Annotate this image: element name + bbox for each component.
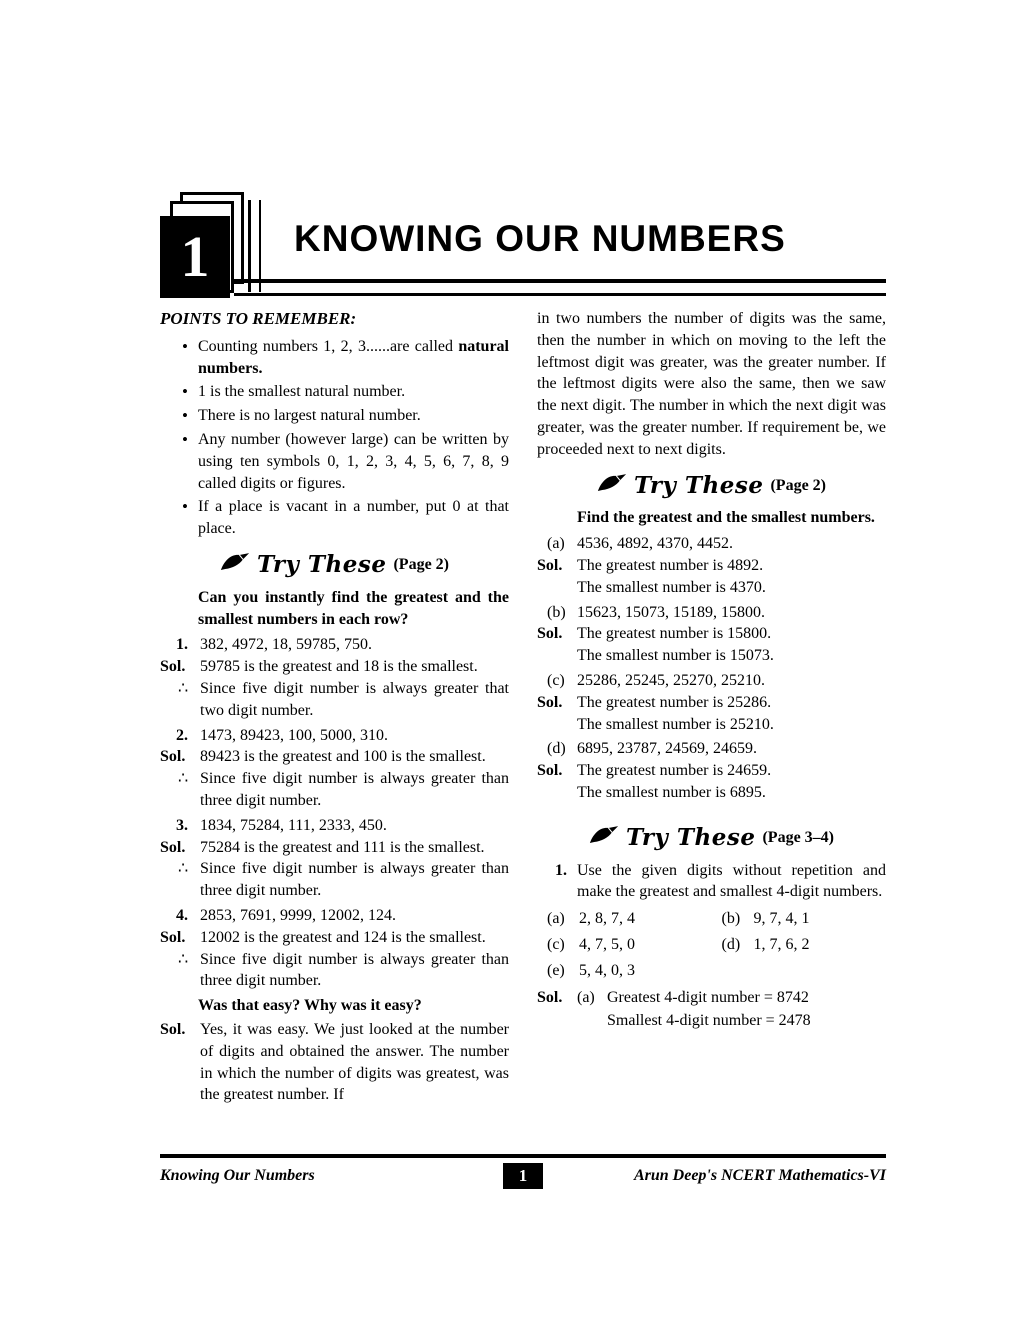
question-number: 4. (176, 906, 188, 924)
try-these-page-ref: (Page 2) (393, 556, 449, 574)
question-text: 4536, 4892, 4370, 4452. (577, 535, 733, 553)
bullet-text-plain: If a place is vacant in a number, put 0 at that place. (198, 498, 509, 538)
bullet-marker: • (182, 406, 188, 426)
question-text: Use the given digits without repetition and make the greatest and smallest 4-digit numbers. (577, 861, 886, 901)
question-letter: (c) (547, 671, 565, 689)
question-text: 382, 4972, 18, 59785, 750. (200, 636, 372, 654)
note-row (160, 858, 509, 902)
exercise-question-row (537, 860, 886, 904)
option-label: (e) (547, 961, 565, 979)
bullet-item (160, 381, 509, 403)
solution-row (537, 760, 886, 782)
therefore-note: Since five digit number is always greater that two digit number. (200, 679, 509, 719)
bullet-text-plain: Counting numbers 1, 2, 3......are called (198, 337, 459, 355)
try-these-page-ref: (Page 3–4) (762, 829, 834, 847)
solution-row (160, 746, 509, 768)
question-number: 3. (176, 816, 188, 834)
option-item (537, 960, 712, 982)
solution-text-2: The smallest number is 25210. (577, 715, 774, 733)
question-row (537, 533, 886, 555)
option-digits: 1, 7, 6, 2 (753, 935, 810, 953)
bullet-item (160, 496, 509, 540)
left-column (160, 308, 509, 1156)
option-label: (d) (721, 935, 741, 953)
option-label: (c) (547, 935, 565, 953)
solution-label: Sol. (160, 1020, 186, 1038)
solution-text: 89423 is the greatest and 100 is the smallest. (200, 748, 486, 766)
solution-row (537, 555, 886, 577)
option-item (537, 908, 712, 930)
question-text: 15623, 15073, 15189, 15800. (577, 603, 765, 621)
option-digits: 2, 8, 7, 4 (579, 910, 635, 928)
solution-label: Sol. (537, 693, 563, 711)
therefore-note: Since five digit number is always greater than three digit number. (200, 770, 509, 809)
question-number: 1. (555, 861, 567, 879)
qa-item (537, 738, 886, 803)
question-letter: (b) (547, 603, 566, 621)
question-text: 25286, 25245, 25270, 25210. (577, 671, 765, 689)
question-row (537, 738, 886, 760)
solution-label: Sol. (537, 625, 563, 643)
options-row (537, 908, 886, 930)
question-row (160, 634, 509, 656)
solution-row (160, 656, 509, 678)
chapter-number: 1 (180, 224, 210, 289)
bullet-item (160, 336, 509, 380)
try-these-heading (537, 826, 886, 851)
question-text: 6895, 23787, 24569, 24659. (577, 740, 757, 758)
writing-hand-icon (589, 826, 619, 851)
qa-item (160, 815, 509, 902)
qa-item (160, 905, 509, 992)
question-text: 2853, 7691, 9999, 12002, 124. (200, 906, 396, 924)
therefore-note: Since five digit number is always greater than three digit number. (200, 950, 509, 990)
bullet-text-plain: Any number (however large) can be written by using ten symbols 0, 1, 2, 3, 4, 5, 6, 7, 8, 9 called digits or figures. (198, 430, 509, 492)
bullet-text (198, 405, 509, 427)
solution-row (160, 927, 509, 949)
try-these-page-ref: (Page 2) (770, 477, 826, 495)
solution-text: The greatest number is 25286. (577, 693, 772, 711)
footer-chapter-title: Knowing Our Numbers (160, 1167, 315, 1185)
bullet-text (198, 336, 509, 380)
bullet-marker: • (182, 429, 188, 449)
note-row (160, 678, 509, 722)
option-item (712, 934, 887, 956)
options-row (537, 960, 886, 982)
solution-text-2: The smallest number is 6895. (577, 783, 766, 801)
bullet-text (198, 381, 509, 403)
question-row (537, 602, 886, 624)
option-label: (b) (721, 910, 741, 928)
solution-text: 75284 is the greatest and 111 is the smallest. (200, 838, 485, 856)
continuation-paragraph: in two numbers the number of digits was the same, then the number in which on moving to the left the leftmost digit was greater, was the greater number. If the leftmost digits were also the same, then we saw the next digit. The number in which the next digit was greater, was the greater number. If requirement be, we proceeded next to next digits. (537, 310, 886, 458)
question-row (160, 725, 509, 747)
try-these-label: Try These (625, 824, 756, 852)
therefore-symbol: ∴ (178, 679, 189, 697)
chapter-title: KNOWING OUR NUMBERS (294, 218, 786, 259)
try-these-label: Try These (256, 551, 387, 579)
solution-label: Sol. (160, 748, 186, 766)
solution-row (537, 692, 886, 714)
writing-hand-icon (597, 474, 627, 499)
solution-text: The greatest number is 15800. (577, 625, 772, 643)
try-these-heading (537, 474, 886, 499)
solution-label: Sol. (537, 988, 563, 1006)
followup-question: Was that easy? Why was it easy? (198, 997, 422, 1015)
option-label: (a) (547, 910, 565, 928)
bullet-marker: • (182, 336, 188, 356)
followup-solution-text: Yes, it was easy. We just looked at the number of digits and obtained the answer. The number in which the number of digits was greatest, was the greatest number. If (200, 1020, 509, 1104)
option-digits: 5, 4, 0, 3 (579, 961, 635, 979)
option-item (712, 908, 887, 930)
option-digits: 4, 7, 5, 0 (579, 935, 635, 953)
qa-item (537, 670, 886, 735)
bullet-text-bold: natural numbers. (198, 337, 509, 377)
solution-label: Sol. (537, 556, 563, 574)
header-double-rule (234, 279, 886, 296)
solution-text-2: The smallest number is 4370. (577, 578, 766, 596)
qa-item (160, 725, 509, 812)
qa-item (160, 634, 509, 721)
solution-text: The greatest number is 4892. (577, 556, 764, 574)
therefore-symbol: ∴ (178, 770, 189, 788)
points-to-remember-heading: POINTS TO REMEMBER: (160, 309, 357, 328)
solution-text-2: The smallest number is 15073. (577, 647, 774, 665)
question-text: 1473, 89423, 100, 5000, 310. (200, 726, 388, 744)
therefore-note: Since five digit number is always greater than three digit number. (200, 860, 509, 900)
question-text: 1834, 75284, 111, 2333, 450. (200, 816, 387, 834)
solution-part-label: (a) (577, 988, 595, 1006)
bullet-item (160, 405, 509, 427)
bullet-text (198, 429, 509, 494)
question-letter: (d) (547, 740, 566, 758)
therefore-symbol: ∴ (178, 950, 189, 968)
solution-row (537, 623, 886, 645)
qa-item (537, 602, 886, 667)
question-row (160, 815, 509, 837)
bullet-text (198, 496, 509, 540)
bullet-item (160, 429, 509, 494)
bullet-text-plain: There is no largest natural number. (198, 407, 421, 425)
options-row (537, 934, 886, 956)
solution-label: Sol. (537, 762, 563, 780)
right-column (537, 308, 886, 1156)
exercise-solution-row (537, 987, 886, 1009)
option-item (537, 934, 712, 956)
solution-text: Greatest 4-digit number = 8742 (607, 988, 809, 1006)
writing-hand-icon (220, 553, 250, 578)
footer-page-number: 1 (503, 1163, 544, 1189)
solution-text: The greatest number is 24659. (577, 762, 772, 780)
qa-item (537, 533, 886, 598)
solution-text: 59785 is the greatest and 18 is the smallest. (200, 658, 478, 676)
question-row (537, 670, 886, 692)
note-row (160, 949, 509, 993)
page-footer (160, 1154, 886, 1189)
bullet-marker: • (182, 382, 188, 402)
question-letter: (a) (547, 535, 565, 553)
option-digits: 9, 7, 4, 1 (753, 910, 810, 928)
bullet-text-plain: 1 is the smallest natural number. (198, 383, 406, 401)
question-intro: Can you instantly find the greatest and the smallest numbers in each row? (198, 588, 509, 628)
question-row (160, 905, 509, 927)
try-these-label: Try These (633, 472, 764, 500)
note-row (160, 768, 509, 812)
chapter-header (160, 192, 886, 306)
therefore-symbol: ∴ (178, 860, 189, 878)
solution-text-2: Smallest 4-digit number = 2478 (607, 1012, 811, 1030)
solution-label: Sol. (160, 928, 186, 946)
chapter-number-box (160, 216, 230, 298)
try-these-heading (160, 553, 509, 578)
page-body (160, 308, 886, 1156)
question-number: 1. (176, 636, 188, 654)
question-number: 2. (176, 726, 188, 744)
question-intro: Find the greatest and the smallest numbers. (577, 509, 875, 527)
solution-row (160, 837, 509, 859)
footer-book-title: Arun Deep's NCERT Mathematics-VI (633, 1167, 886, 1185)
solution-label: Sol. (160, 838, 186, 856)
solution-label: Sol. (160, 658, 186, 676)
bullet-marker: • (182, 497, 188, 517)
solution-text: 12002 is the greatest and 124 is the smallest. (200, 928, 486, 946)
followup-solution-row (160, 1019, 509, 1106)
